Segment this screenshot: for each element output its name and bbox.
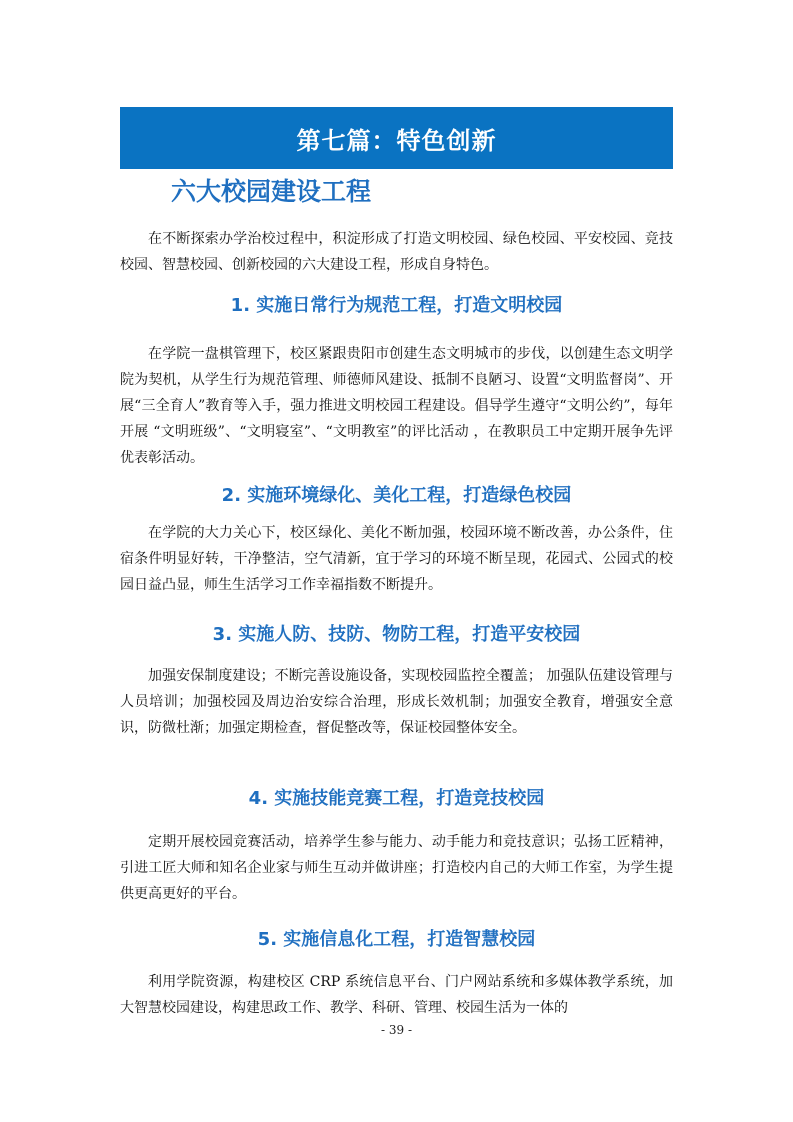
- section-heading-5: 5. 实施信息化工程，打造智慧校园: [257, 929, 536, 950]
- section-body-4: 定期开展校园竞赛活动，培养学生参与能力、动手能力和竞技意识；弘扬工匠精神，引进工匠大师和知名企业家与师生互动并做讲座；打造校内自己的大师工作室，为学生提供更高更好的平台。: [120, 834, 673, 902]
- page-number: - 39 -: [380, 1023, 412, 1037]
- section-body-3: 加强安保制度建设；不断完善设施设备，实现校园监控全覆盖； 加强队伍建设管理与人员培训；加强校园及周边治安综合治理，形成长效机制；加强安全教育，增强安全意识，防微杜渐；加强定期检查，督促整改等，保证校园整体安全。: [120, 668, 673, 736]
- section-heading-2: 2. 实施环境绿化、美化工程，打造绿色校园: [221, 485, 572, 506]
- chapter-title: 第七篇：特色创新: [296, 126, 497, 155]
- section-heading-1: 1. 实施日常行为规范工程，打造文明校园: [230, 295, 563, 316]
- chapter-banner: [120, 107, 673, 169]
- section-heading-3: 3. 实施人防、技防、物防工程，打造平安校园: [212, 624, 581, 645]
- section-heading-4: 4. 实施技能竞赛工程，打造竞技校园: [248, 788, 545, 809]
- intro-paragraph: 在不断探索办学治校过程中，积淀形成了打造文明校园、绿色校园、平安校园、竞技校园、智慧校园、创新校园的六大建设工程，形成自身特色。: [120, 231, 673, 273]
- section-body-2: 在学院的大力关心下，校区绿化、美化不断加强，校园环境不断改善，办公条件，住宿条件明显好转，干净整洁，空气清新，宜于学习的环境不断呈现，花园式、公园式的校园日益凸显，师生生活学习工作幸福指数不断提升。: [120, 525, 673, 593]
- section-body-5: 利用学院资源，构建校区 CRP 系统信息平台、门户网站系统和多媒体教学系统，加大智慧校园建设，构建思政工作、教学、科研、管理、校园生活为一体的: [120, 974, 673, 1016]
- page-subtitle: 六大校园建设工程: [171, 177, 372, 206]
- section-body-1: 在学院一盘棋管理下，校区紧跟贵阳市创建生态文明城市的步伐，以创建生态文明学院为契机，从学生行为规范管理、师德师风建设、抵制不良陋习、设置“文明监督岗”、开展“三全育人”教育等入手，强力推进文明校园工程建设。倡导学生遵守“文明公约”，每年开展 “文明班级”、“文明寝室”、“文明教室”的评比活动 ，在教职员工中定期开展争先评优表彰活动。: [120, 346, 673, 466]
